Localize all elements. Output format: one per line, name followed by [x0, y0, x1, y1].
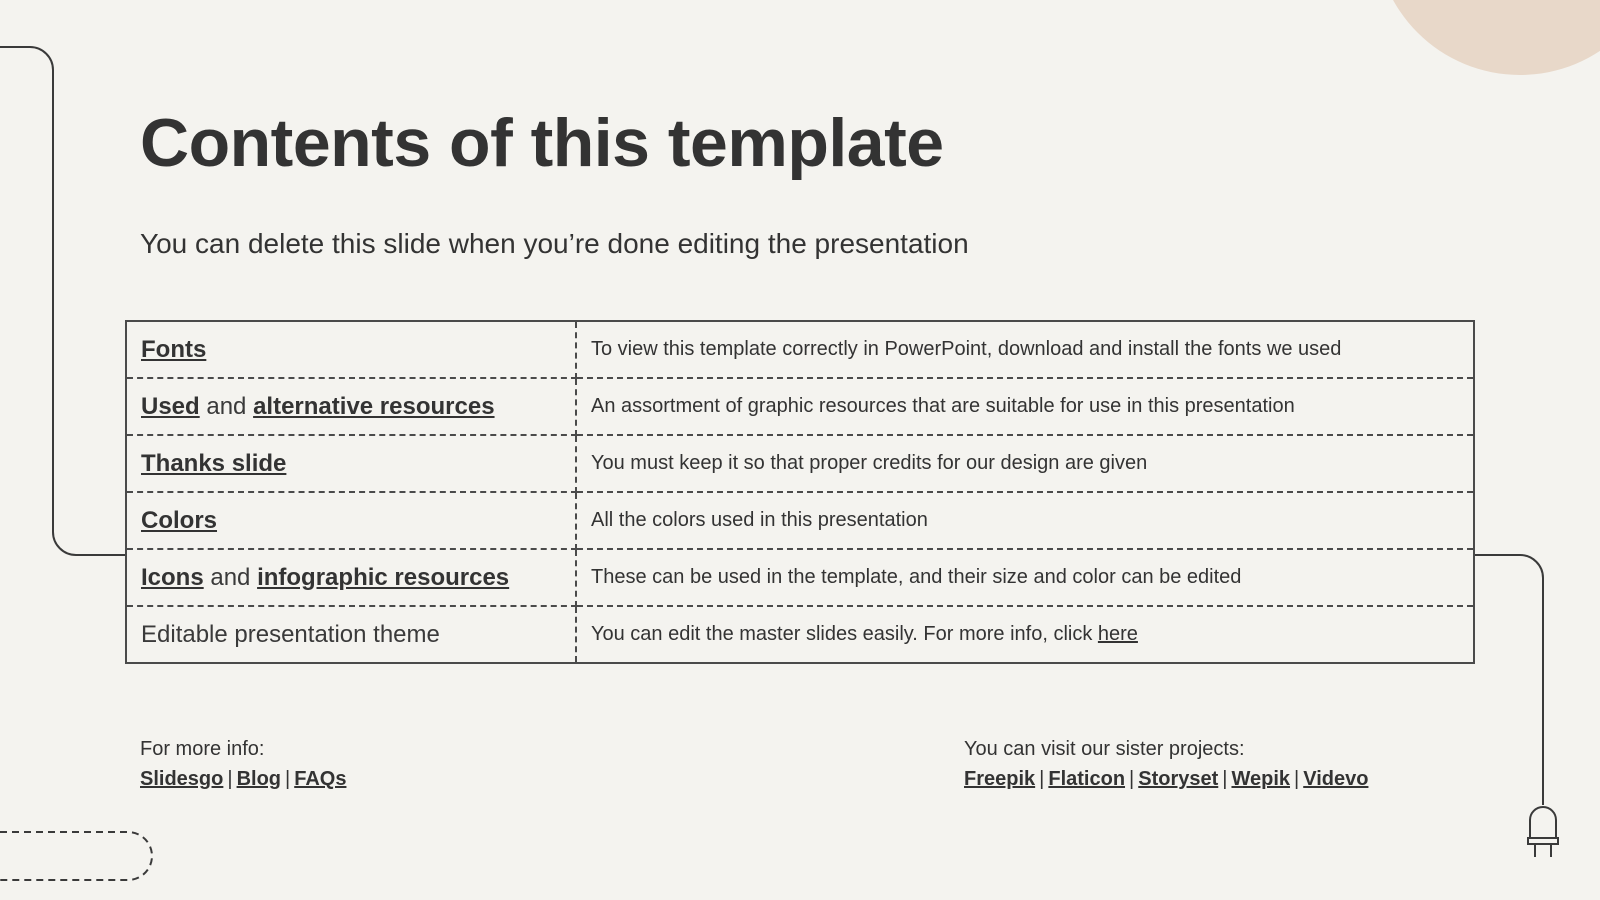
footer-heading: For more info:	[140, 738, 265, 760]
row-label-cell	[126, 549, 576, 606]
faqs-link[interactable]: FAQs	[294, 768, 347, 790]
row-label-cell	[126, 378, 576, 435]
wepik-link[interactable]: Wepik	[1231, 768, 1291, 790]
link-separator: |	[227, 768, 233, 790]
table-row	[126, 492, 1474, 549]
colors-link[interactable]: Colors	[141, 506, 218, 534]
row-label-join: and	[206, 392, 247, 420]
flaticon-link[interactable]: Flaticon	[1048, 768, 1126, 790]
link-separator: |	[1222, 768, 1228, 790]
row-label-join: and	[210, 563, 251, 591]
thanks-slide-link[interactable]: Thanks slide	[141, 449, 287, 477]
row-description-cell	[576, 606, 1474, 663]
storyset-link[interactable]: Storyset	[1138, 768, 1219, 790]
row-description: To view this template correctly in PowerPoint, download and install the fonts we used	[576, 321, 1474, 378]
table-row	[126, 435, 1474, 492]
page-subtitle: You can delete this slide when you’re done editing the presentation	[140, 228, 969, 259]
contents-table	[125, 320, 1475, 664]
here-link[interactable]: here	[1097, 623, 1138, 645]
row-label-cell	[126, 435, 576, 492]
table-row	[126, 606, 1474, 663]
row-description: An assortment of graphic resources that are suitable for use in this presentation	[576, 378, 1474, 435]
row-description: You can edit the master slides easily. For more info, click	[591, 623, 1093, 645]
footer-sister-projects	[964, 734, 1368, 794]
alternative-resources-link[interactable]: alternative resources	[253, 392, 495, 420]
fonts-link[interactable]: Fonts	[141, 335, 207, 363]
used-resources-link[interactable]: Used	[141, 392, 200, 420]
link-separator: |	[1039, 768, 1045, 790]
row-description: You must keep it so that proper credits for our design are given	[576, 435, 1474, 492]
footer-links	[964, 764, 1368, 794]
right-cable-line	[1475, 555, 1543, 805]
table-row	[126, 549, 1474, 606]
icons-link[interactable]: Icons	[141, 563, 204, 591]
footer-heading: You can visit our sister projects:	[964, 738, 1245, 760]
editable-theme-label: Editable presentation theme	[126, 606, 576, 663]
freepik-link[interactable]: Freepik	[964, 768, 1036, 790]
footer-links	[140, 764, 346, 794]
link-separator: |	[285, 768, 291, 790]
row-label-cell	[126, 321, 576, 378]
infographic-resources-link[interactable]: infographic resources	[257, 563, 510, 591]
dashed-pill-shape	[0, 832, 152, 880]
blog-link[interactable]: Blog	[236, 768, 281, 790]
left-cable-line	[0, 47, 125, 555]
slidesgo-link[interactable]: Slidesgo	[140, 768, 224, 790]
row-description: All the colors used in this presentation	[576, 492, 1474, 549]
footer-more-info	[140, 734, 346, 794]
link-separator: |	[1129, 768, 1135, 790]
accent-circle	[1375, 0, 1600, 75]
plug-icon	[1528, 807, 1558, 857]
videvo-link[interactable]: Videvo	[1303, 768, 1369, 790]
row-label-cell	[126, 492, 576, 549]
link-separator: |	[1294, 768, 1300, 790]
row-description: These can be used in the template, and their size and color can be edited	[576, 549, 1474, 606]
page-title: Contents of this template	[140, 105, 944, 181]
table-row	[126, 378, 1474, 435]
table-row	[126, 321, 1474, 378]
